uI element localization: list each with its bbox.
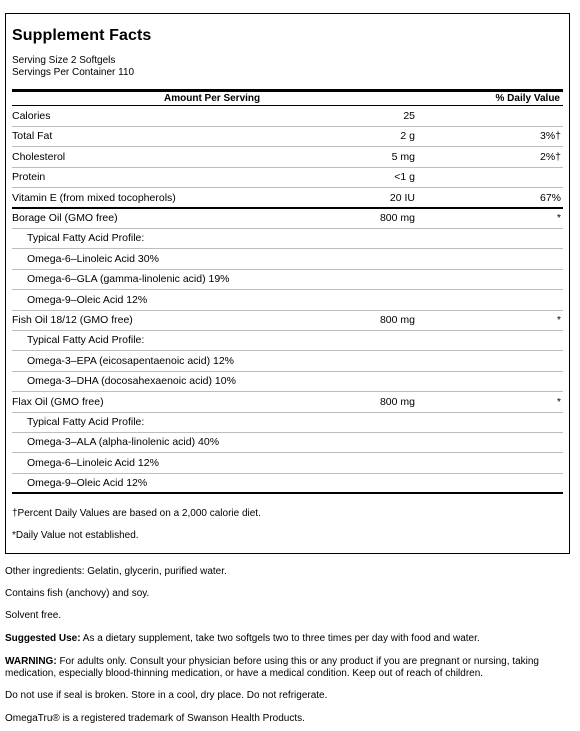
storage-note: Do not use if seal is broken. Store in a cool, dry place. Do not refrigerate. xyxy=(5,690,328,701)
nutrient-name: Omega-3–EPA (eicosapentaenoic acid) 12% xyxy=(27,354,235,367)
nutrient-daily-value: 3%† xyxy=(539,130,561,143)
column-header xyxy=(12,92,563,106)
nutrient-name: Typical Fatty Acid Profile: xyxy=(27,232,145,245)
nutrient-daily-value: 67% xyxy=(539,191,561,204)
warning-text: For adults only. Consult your physician before using this or any product if you are pregnant or nursing, taking medication, especially blood-thinning medication, or have a medical condition. Keep out of reach of children. xyxy=(5,656,539,679)
nutrient-name: Total Fat xyxy=(12,130,53,143)
servings-per-container: Servings Per Container 110 xyxy=(12,67,135,78)
nutrient-name: Protein xyxy=(12,171,46,184)
table-row xyxy=(12,432,563,453)
table-row xyxy=(12,269,563,290)
nutrient-name: Vitamin E (from mixed tocopherols) xyxy=(12,191,176,204)
nutrient-amount: 800 mg xyxy=(379,314,415,326)
nutrient-daily-value: 2%† xyxy=(539,150,561,163)
nutrient-amount: <1 g xyxy=(394,171,415,184)
nutrient-name: Calories xyxy=(12,110,51,122)
star-footnote: *Daily Value not established. xyxy=(12,530,139,541)
table-row xyxy=(12,126,563,147)
table-row xyxy=(12,167,563,188)
nutrient-amount: 25 xyxy=(403,110,415,122)
dv-footnote: †Percent Daily Values are based on a 2,000 calorie diet. xyxy=(12,508,261,519)
nutrient-name: Omega-3–DHA (docosahexaenoic acid) 10% xyxy=(27,375,236,388)
warning xyxy=(5,656,565,680)
nutrient-name: Typical Fatty Acid Profile: xyxy=(27,334,145,347)
suggested-use-text: As a dietary supplement, take two softgels two to three times per day with food and water. xyxy=(80,633,480,644)
table-row xyxy=(12,412,563,433)
nutrient-name: Flax Oil (GMO free) xyxy=(12,395,104,408)
suggested-use-label: Suggested Use: xyxy=(5,633,81,644)
other-ingredients: Other ingredients: Gelatin, glycerin, purified water. xyxy=(5,566,227,577)
amount-per-serving-header: Amount Per Serving xyxy=(164,93,261,104)
nutrient-name: Cholesterol xyxy=(12,150,66,163)
suggested-use xyxy=(5,633,565,645)
nutrient-daily-value: * xyxy=(556,212,561,224)
table-row xyxy=(12,371,563,392)
table-row xyxy=(12,392,563,413)
nutrient-name: Omega-6–GLA (gamma-linolenic acid) 19% xyxy=(27,273,230,286)
panel-title: Supplement Facts xyxy=(12,27,152,44)
nutrient-name: Typical Fatty Acid Profile: xyxy=(27,416,145,428)
table-row xyxy=(12,330,563,351)
serving-size: Serving Size 2 Softgels xyxy=(12,55,116,66)
nutrient-amount: 800 mg xyxy=(379,212,415,224)
nutrient-daily-value: * xyxy=(556,314,561,326)
table-row xyxy=(12,188,563,209)
nutrient-name: Omega-6–Linoleic Acid 12% xyxy=(27,456,159,469)
nutrient-amount: 20 IU xyxy=(389,191,415,204)
table-row xyxy=(12,310,563,331)
nutrient-name: Omega-3–ALA (alpha-linolenic acid) 40% xyxy=(27,436,220,449)
solvent-free: Solvent free. xyxy=(5,610,62,621)
trademark-note: OmegaTru® is a registered trademark of Swanson Health Products. xyxy=(5,713,305,724)
nutrient-name: Fish Oil 18/12 (GMO free) xyxy=(12,314,133,326)
table-row xyxy=(12,228,563,249)
table-row xyxy=(12,106,563,127)
nutrient-name: Omega-9–Oleic Acid 12% xyxy=(27,477,148,490)
nutrient-daily-value: * xyxy=(556,395,561,408)
table-row xyxy=(12,453,563,474)
contains-allergens: Contains fish (anchovy) and soy. xyxy=(5,588,150,599)
table-row xyxy=(12,290,563,311)
nutrient-name: Omega-9–Oleic Acid 12% xyxy=(27,293,148,306)
table-row xyxy=(12,351,563,372)
table-row xyxy=(12,208,563,229)
table-row xyxy=(12,147,563,168)
nutrient-name: Omega-6–Linoleic Acid 30% xyxy=(27,252,159,265)
nutrient-amount: 5 mg xyxy=(391,150,415,163)
nutrient-amount: 2 g xyxy=(400,130,415,143)
warning-label: WARNING: xyxy=(5,656,57,667)
supplement-facts-panel xyxy=(5,13,570,554)
nutrient-name: Borage Oil (GMO free) xyxy=(12,212,118,224)
daily-value-header: % Daily Value xyxy=(495,93,560,104)
table-row xyxy=(12,473,563,494)
table-row xyxy=(12,249,563,270)
nutrient-amount: 800 mg xyxy=(379,395,415,408)
